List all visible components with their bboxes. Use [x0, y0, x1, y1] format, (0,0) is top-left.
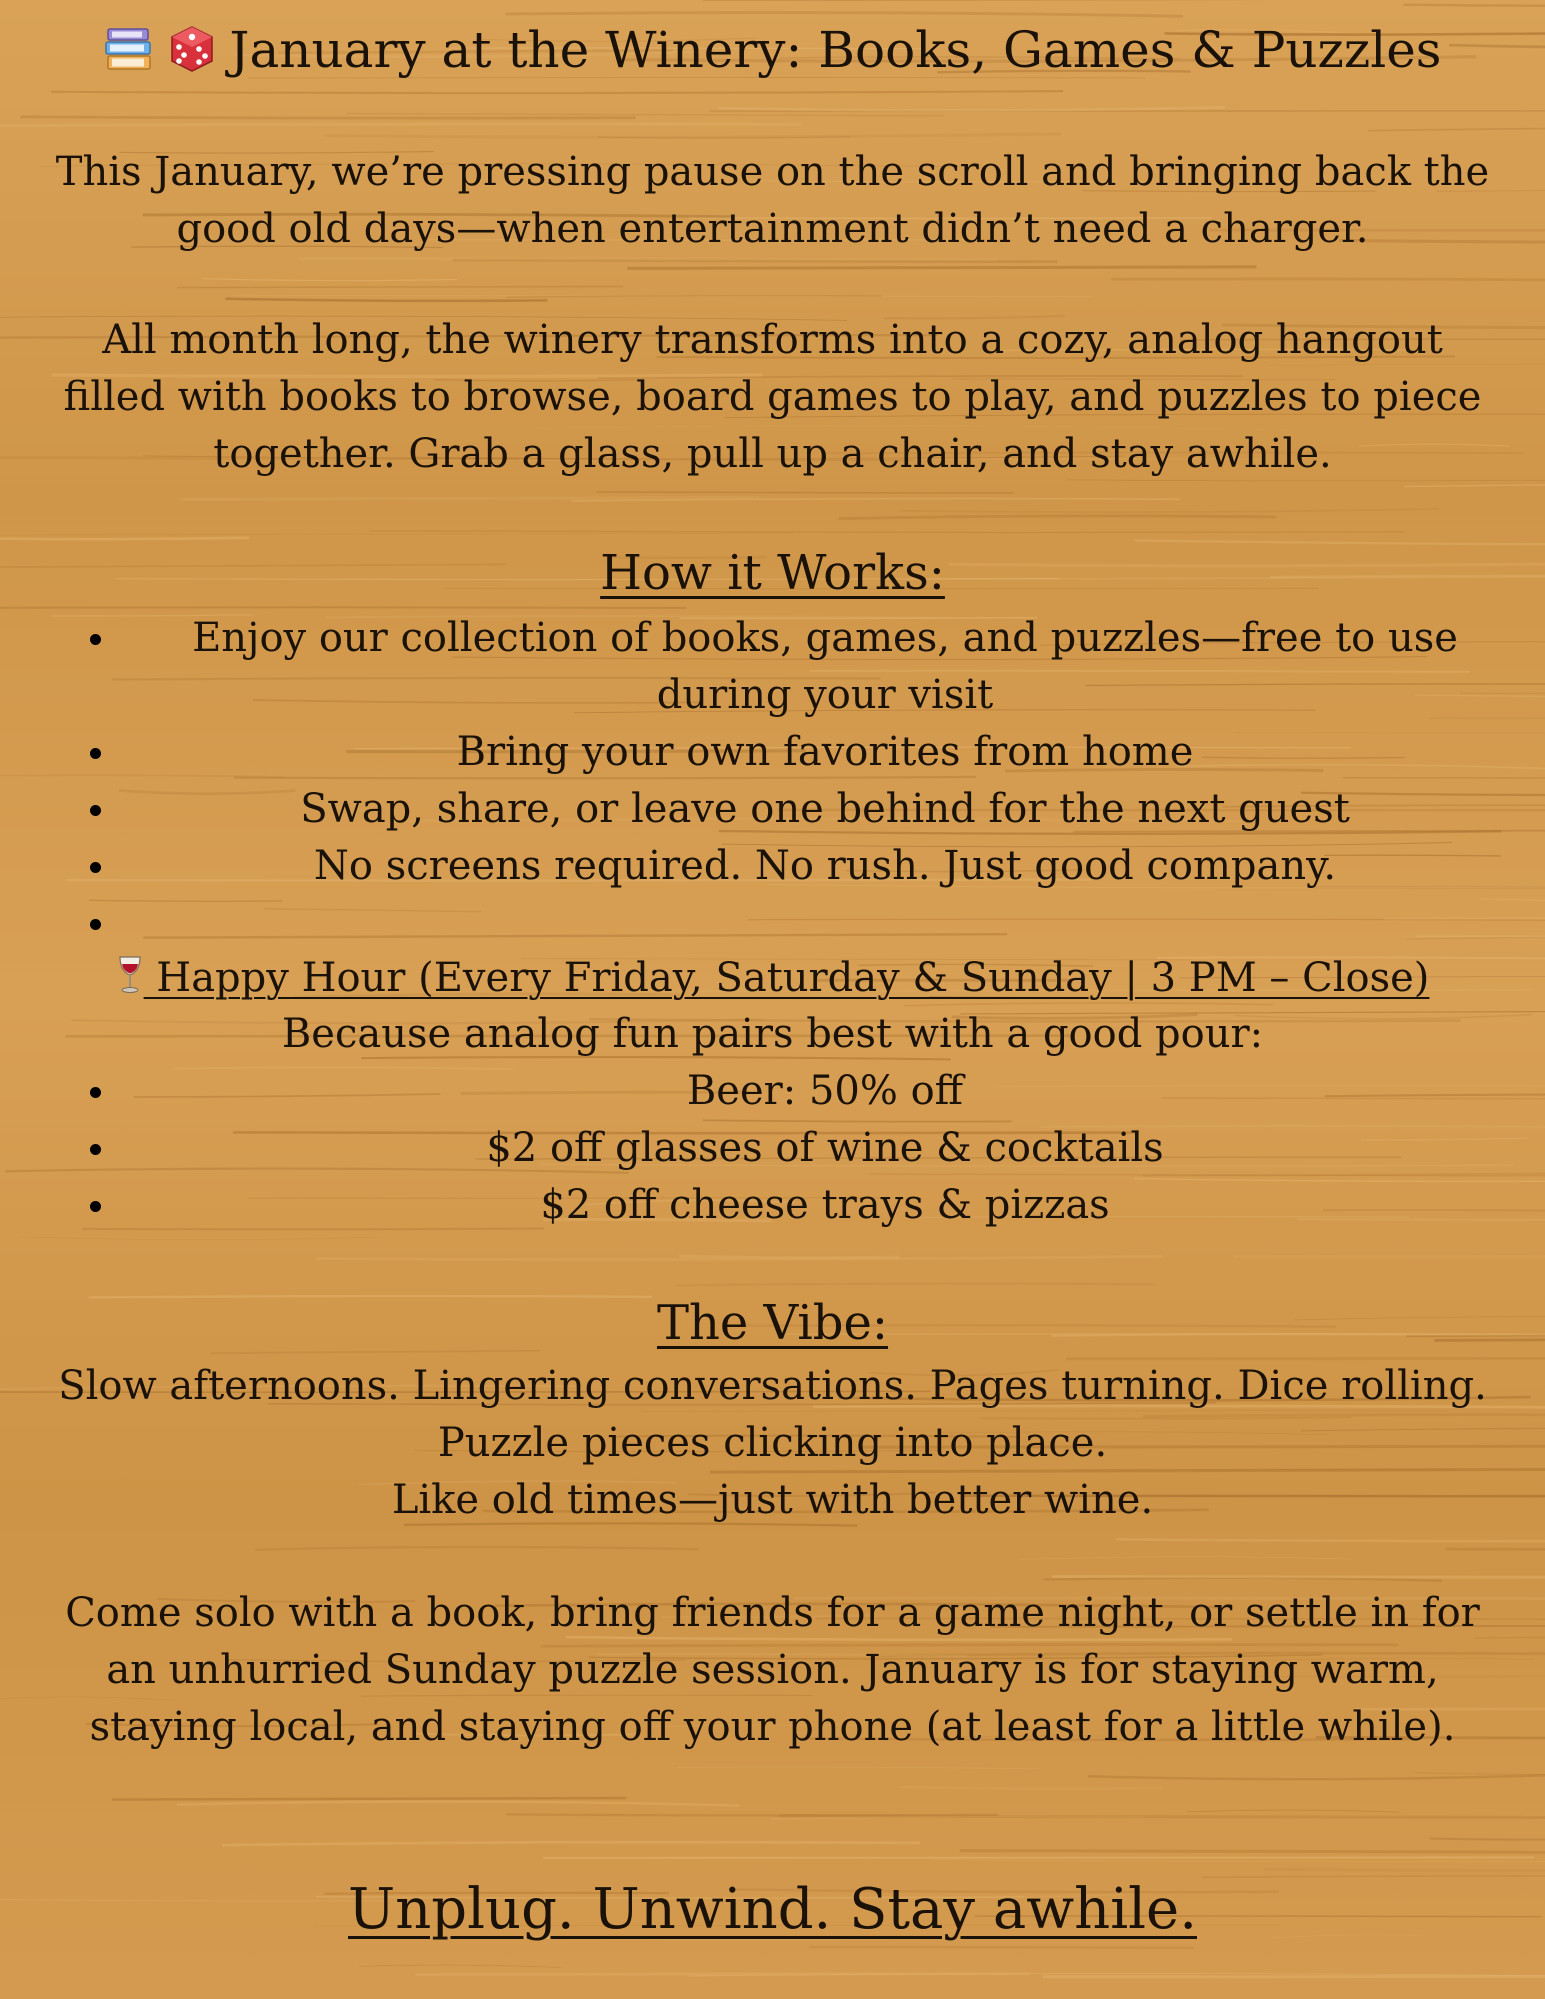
title-icons	[104, 24, 216, 88]
happy-hour-heading	[0, 950, 1545, 1007]
bullet-icon	[90, 1201, 101, 1212]
list-item: Swap, share, or leave one behind for the next guest	[80, 781, 1505, 838]
intro-paragraph-1: This January, we’re pressing pause on the scroll and bringing back the good old days—when entertainment didn’t need a charger.	[55, 149, 1490, 252]
list-item	[80, 895, 1505, 952]
vibe-paragraph-3: Come solo with a book, bring friends for a game night, or settle in for an unhurried Sunday puzzle session. January is for staying warm, staying local, and staying off your phone (at least for a little while).	[65, 1590, 1480, 1750]
happy-hour-subtitle: Because analog fun pairs best with a good pour:	[281, 1011, 1264, 1057]
closing-tagline: Unplug. Unwind. Stay awhile.	[348, 1877, 1197, 1942]
bullet-icon	[90, 919, 101, 930]
title-text: January at the Winery: Books, Games & Puzzles	[229, 21, 1442, 79]
wine-glass-icon	[116, 955, 144, 995]
vibe-paragraph-1: Slow afternoons. Lingering conversations. Pages turning. Dice rolling. Puzzle pieces clicking into place.	[58, 1363, 1487, 1466]
bullet-icon	[90, 1144, 101, 1155]
list-item: Bring your own favorites from home	[80, 724, 1505, 781]
list-item: Beer: 50% off	[80, 1063, 1505, 1120]
happy-hour-list	[80, 1063, 1505, 1234]
vibe-paragraph-2: Like old times—just with better wine.	[391, 1477, 1154, 1523]
bullet-icon	[90, 805, 101, 816]
list-item: No screens required. No rush. Just good company.	[80, 838, 1505, 895]
bullet-icon	[90, 1087, 101, 1098]
list-item: $2 off cheese trays & pizzas	[80, 1177, 1505, 1234]
die-icon	[169, 25, 215, 73]
how-it-works-heading: How it Works:	[600, 545, 945, 601]
page-title	[0, 18, 1545, 88]
happy-hour-heading-text: Happy Hour (Every Friday, Saturday & Sunday | 3 PM – Close)	[143, 955, 1430, 1001]
intro-paragraph-2: All month long, the winery transforms into a cozy, analog hangout filled with books to browse, board games to play, and puzzles to piece together. Grab a glass, pull up a chair, and stay awhile.	[63, 317, 1482, 477]
books-icon	[104, 25, 154, 73]
list-item: $2 off glasses of wine & cocktails	[80, 1120, 1505, 1177]
bullet-icon	[90, 862, 101, 873]
bullet-icon	[90, 634, 101, 645]
list-item: Enjoy our collection of books, games, and puzzles—free to use during your visit	[80, 610, 1505, 724]
bullet-icon	[90, 748, 101, 759]
how-it-works-list	[80, 610, 1505, 952]
vibe-heading: The Vibe:	[656, 1295, 889, 1351]
